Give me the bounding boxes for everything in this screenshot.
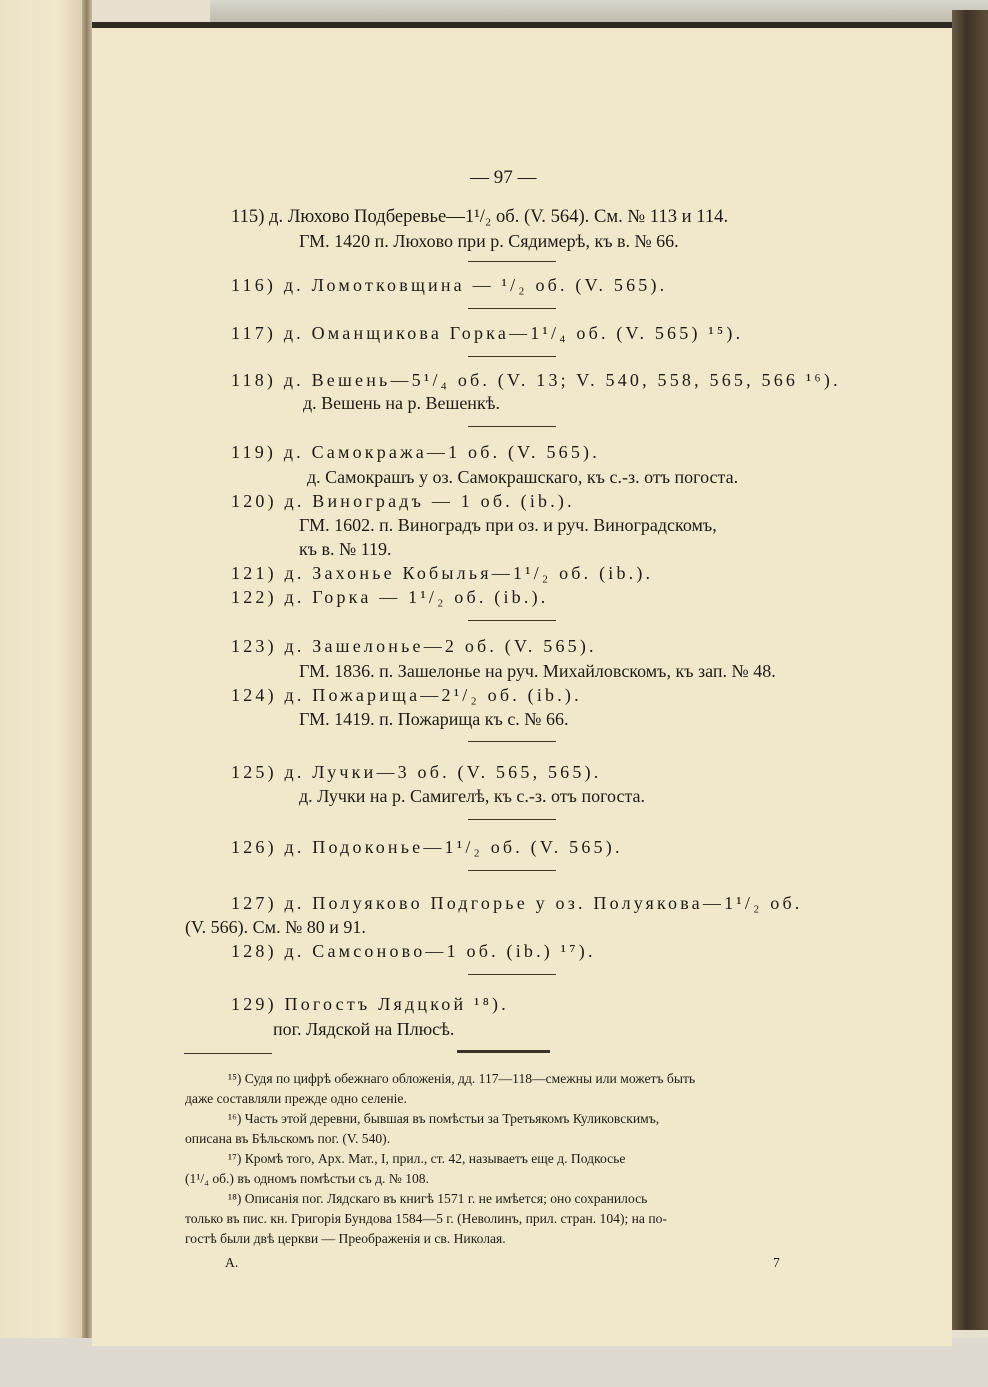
entry-122-line-1: 122) д. Горка — 1¹/₂ об. (ib.).	[231, 587, 549, 607]
entry-120-line-1: 120) д. Виноградъ — 1 об. (ib.).	[231, 491, 575, 511]
separator-rule	[468, 261, 556, 262]
entry-118-line-1: 118) д. Вешень—5¹/₄ об. (V. 13; V. 540, 558, 565, 566 ¹⁶).	[231, 370, 841, 390]
entry-119-line-2: д. Самокрашъ у оз. Самокрашскаго, къ с.-з. отъ погоста.	[307, 467, 739, 487]
footnote-18-line-3: гостѣ были двѣ церкви — Преображенія и св. Николая.	[185, 1231, 506, 1246]
book-page	[92, 22, 952, 1346]
entry-121-line-1: 121) д. Захонье Кобылья—1¹/₂ об. (ib.).	[231, 563, 654, 583]
footnote-18-line-1: ¹⁸) Описанія пог. Лядскаго въ книгѣ 1571 г. не имѣется; оно сохранилось	[228, 1191, 648, 1206]
entry-129-line-2: пог. Лядской на Плюсѣ.	[273, 1019, 455, 1039]
entry-120-line-3: къ в. № 119.	[299, 539, 392, 559]
footnote-17-line-2: (1¹/₄ об.) въ одномъ помѣстьи съ д. № 108.	[185, 1171, 429, 1186]
book-gutter	[82, 0, 92, 1387]
separator-rule	[468, 819, 556, 820]
signature-mark: А.	[225, 1255, 239, 1270]
footnote-15-line-2: даже составляли прежде одно селеніе.	[185, 1091, 407, 1106]
footnote-18-line-2: только въ пис. кн. Григорія Бундова 1584—5 г. (Неволинъ, прил. стран. 104); на по-	[185, 1211, 667, 1226]
separator-rule	[468, 870, 556, 871]
entry-124-line-1: 124) д. Пожарища—2¹/₂ об. (ib.).	[231, 685, 582, 705]
entry-117-line-1: 117) д. Оманщикова Горка—1¹/₄ об. (V. 565) ¹⁵).	[231, 323, 744, 343]
facing-page	[0, 0, 82, 1387]
entry-116-line-1: 116) д. Ломотковщина — ¹/₂ об. (V. 565).	[231, 275, 668, 295]
entry-123-line-2: ГМ. 1836. п. Зашелонье на руч. Михайловскомъ, къ зап. № 48.	[299, 661, 776, 681]
entry-127-line-1: 127) д. Полуяково Подгорье у оз. Полуякова—1¹/₂ об.	[231, 893, 803, 913]
entry-118-line-2: д. Вешень на р. Вешенкѣ.	[303, 393, 500, 413]
footnote-16-line-1: ¹⁶) Часть этой деревни, бывшая въ помѣстьи за Третьякомъ Куликовскимъ,	[228, 1111, 660, 1126]
footnote-17-line-1: ¹⁷) Кромѣ того, Арх. Мат., I, прил., ст. 42, называетъ еще д. Подкосье	[228, 1151, 626, 1166]
separator-rule	[468, 974, 556, 975]
separator-rule	[468, 356, 556, 357]
page-number: — 97 —	[470, 167, 537, 188]
entry-125-line-1: 125) д. Лучки—3 об. (V. 565, 565).	[231, 762, 602, 782]
entry-123-line-1: 123) д. Зашелонье—2 об. (V. 565).	[231, 636, 597, 656]
entry-127-line-2: (V. 566). См. № 80 и 91.	[185, 917, 366, 937]
entry-119-line-1: 119) д. Самокража—1 об. (V. 565).	[231, 442, 600, 462]
end-of-section-rule	[457, 1050, 550, 1053]
sheet-number: 7	[773, 1255, 780, 1270]
entry-115-line-2: ГМ. 1420 п. Люхово при р. Сядимерѣ, къ в. № 66.	[299, 231, 679, 251]
entry-129-line-1: 129) Погостъ Лядцкой ¹⁸).	[231, 994, 509, 1014]
book-cover-edge	[952, 10, 988, 1330]
separator-rule	[468, 741, 556, 742]
footnote-rule	[184, 1053, 272, 1054]
footnote-15-line-1: ¹⁵) Судя по цифрѣ обежнаго обложенія, дд. 117—118—смежны или можетъ быть	[228, 1071, 696, 1086]
entry-128-line-1: 128) д. Самсоново—1 об. (ib.) ¹⁷).	[231, 941, 596, 961]
entry-126-line-1: 126) д. Подоконье—1¹/₂ об. (V. 565).	[231, 837, 623, 857]
entry-124-line-2: ГМ. 1419. п. Пожарища къ с. № 66.	[299, 709, 569, 729]
entry-115-line-1: 115) д. Люхово Подберевье—1¹/₂ об. (V. 564). См. № 113 и 114.	[231, 206, 729, 227]
footnote-16-line-2: описана въ Бѣльскомъ пог. (V. 540).	[185, 1131, 391, 1146]
entry-120-line-2: ГМ. 1602. п. Виноградъ при оз. и руч. Виноградскомъ,	[299, 515, 717, 535]
separator-rule	[468, 426, 556, 427]
entry-125-line-2: д. Лучки на р. Самигелѣ, къ с.-з. отъ погоста.	[299, 786, 646, 806]
separator-rule	[468, 308, 556, 309]
separator-rule	[468, 620, 556, 621]
